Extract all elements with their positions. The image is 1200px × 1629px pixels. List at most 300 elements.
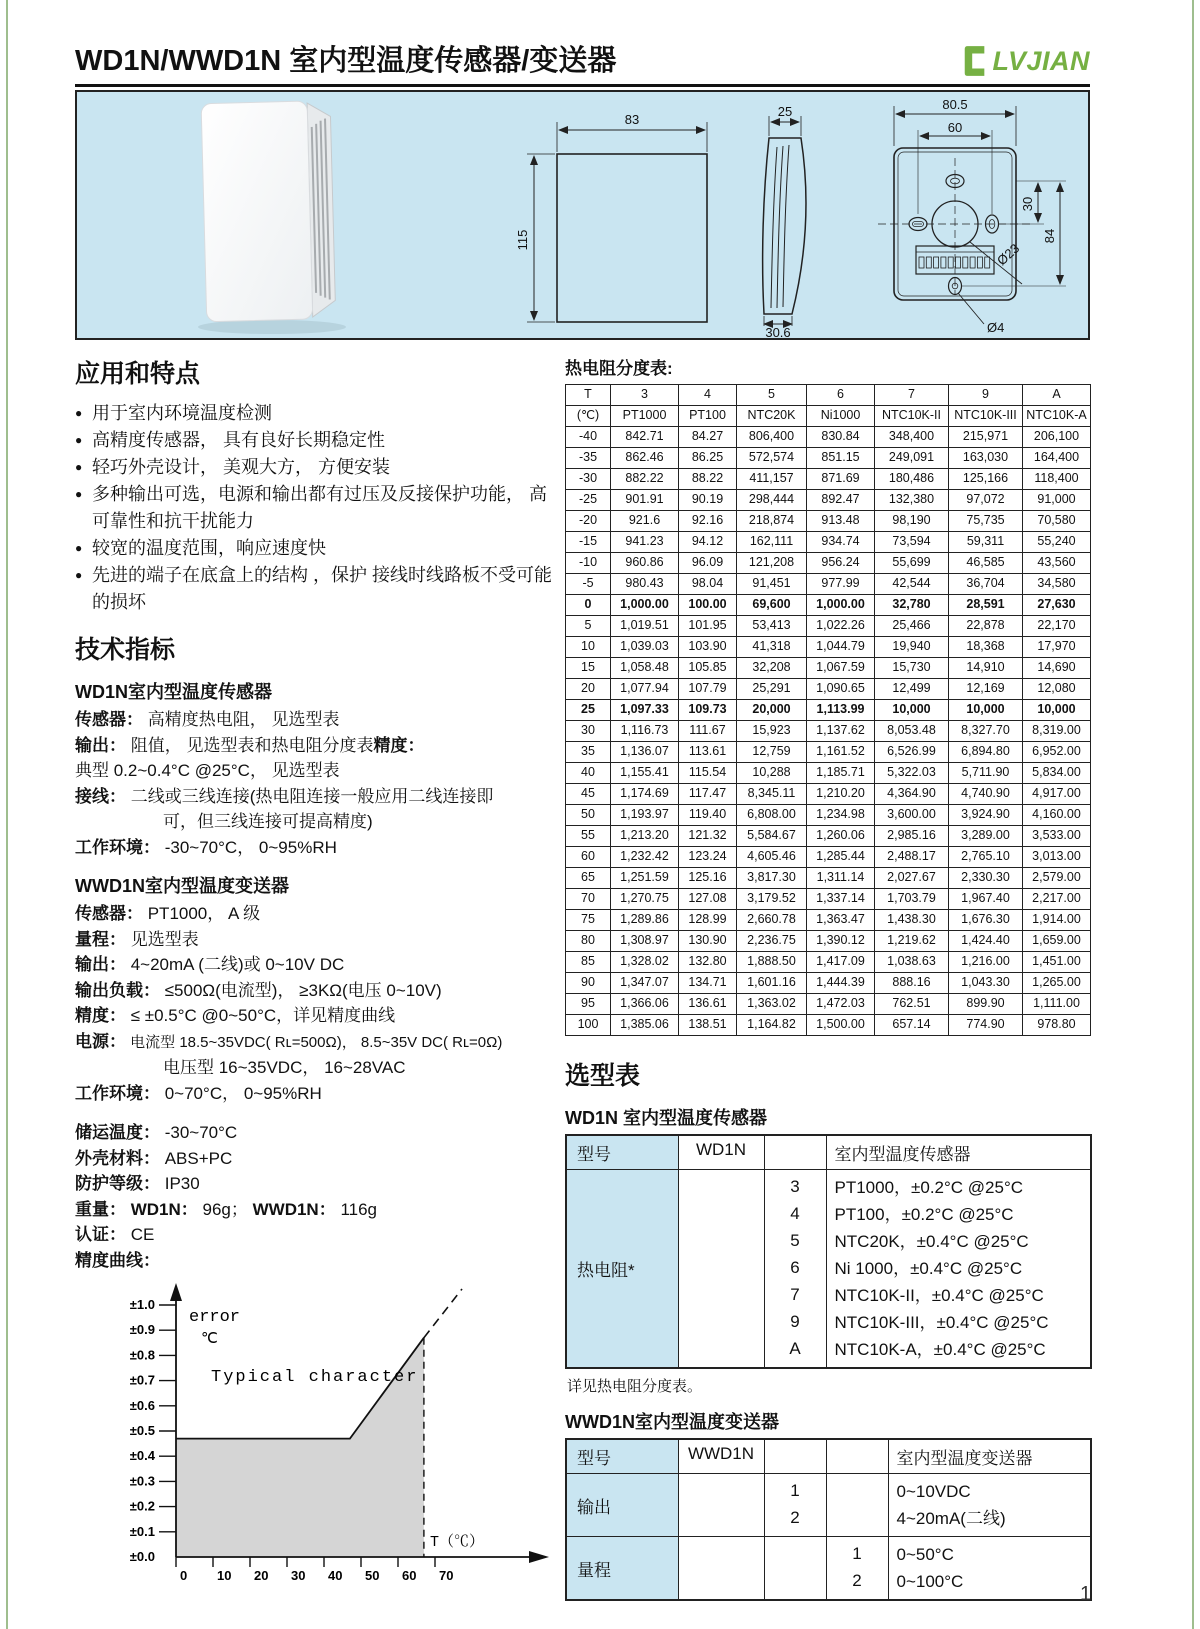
- cell: 921.6: [611, 511, 679, 532]
- cell: 1,385.06: [611, 1015, 679, 1036]
- cell: 1,161.52: [807, 742, 875, 763]
- cell: 762.51: [875, 994, 949, 1015]
- cell: 32,780: [875, 595, 949, 616]
- table-row: [566, 1537, 1091, 1601]
- cell: 892.47: [807, 490, 875, 511]
- cell: 6,952.00: [1023, 742, 1091, 763]
- cell: 1,914.00: [1023, 910, 1091, 931]
- feature-text: 先进的端子在底盒上的结构 ，保护 接线时线路板不受可能的损坏: [92, 565, 552, 612]
- range-code-column-header: [826, 1439, 888, 1474]
- empty-cell: [764, 1537, 826, 1601]
- range-descs: [888, 1537, 1091, 1601]
- selection-heading: 选型表: [565, 1062, 641, 1090]
- cell: 934.74: [807, 532, 875, 553]
- cell: 3,817.30: [737, 868, 807, 889]
- cell: 20: [566, 679, 611, 700]
- cell: 73,594: [875, 532, 949, 553]
- feature-item: [75, 562, 553, 616]
- empty-cell: [826, 1474, 888, 1537]
- feature-text: 用于室内环境温度检测: [92, 403, 272, 423]
- spec-text: ≤ ±0.5°C @0~50°C，详见精度曲线: [126, 1006, 396, 1025]
- y-tick-label: ±0.2: [129, 1498, 155, 1514]
- spec-text: 防护等级：: [75, 1174, 160, 1193]
- cell: 1,676.30: [949, 910, 1023, 931]
- table-row: [566, 847, 1091, 868]
- table-row: [566, 595, 1091, 616]
- general-spec-lines: [75, 1120, 553, 1273]
- cell: 1,137.62: [807, 721, 875, 742]
- table-row: [566, 427, 1091, 448]
- cell: 1,265.00: [1023, 973, 1091, 994]
- spec-text: ≤500Ω(电流型)， ≥3KΩ(电压 0~10V): [160, 980, 442, 1000]
- spec-text: PT1000， A 级: [143, 904, 261, 923]
- x-tick-label: 10: [217, 1568, 232, 1583]
- cell: 1,251.59: [611, 868, 679, 889]
- spec-text: 高精度热电阻， 见选型表: [143, 710, 340, 729]
- cell: 55: [566, 826, 611, 847]
- cell: 15,730: [875, 658, 949, 679]
- cell: 6,894.80: [949, 742, 1023, 763]
- cell: 1,000.00: [807, 595, 875, 616]
- cell: 25,466: [875, 616, 949, 637]
- range-row-label: 量程: [566, 1537, 678, 1601]
- cell: 60: [566, 847, 611, 868]
- spec-text: 可，但三线连接可提高精度): [163, 812, 373, 831]
- cell: 1,424.40: [949, 931, 1023, 952]
- column-header: (℃): [566, 406, 611, 427]
- cell: 3,924.90: [949, 805, 1023, 826]
- cell: 1,366.06: [611, 994, 679, 1015]
- range-codes: [826, 1537, 888, 1601]
- y-tick-label: ±0.9: [129, 1322, 155, 1338]
- table-row: [566, 994, 1091, 1015]
- cell: 215,971: [949, 427, 1023, 448]
- bullet-icon: ●: [75, 433, 83, 447]
- spec-text: 0~70°C， 0~95%RH: [160, 1083, 322, 1103]
- spec-text: 精度曲线：: [75, 1250, 160, 1270]
- spec-line: [75, 1171, 553, 1197]
- cell: 2,217.00: [1023, 889, 1091, 910]
- cell: 774.90: [949, 1015, 1023, 1036]
- table-row: [566, 742, 1091, 763]
- cell: -5: [566, 574, 611, 595]
- cell: 1,077.94: [611, 679, 679, 700]
- cell: 46,585: [949, 553, 1023, 574]
- cell: 163,030: [949, 448, 1023, 469]
- cell: 36,704: [949, 574, 1023, 595]
- table-row: [566, 805, 1091, 826]
- table-header-row: [566, 1439, 1091, 1474]
- cell: 1,363.47: [807, 910, 875, 931]
- cell: 1,174.69: [611, 784, 679, 805]
- cell: 899.90: [949, 994, 1023, 1015]
- wwd1n-selection-table: [565, 1438, 1092, 1601]
- wd1n-selection-table: [565, 1134, 1092, 1369]
- features-list: [75, 400, 553, 616]
- cell: 3,179.52: [737, 889, 807, 910]
- option-code: 1: [852, 1544, 862, 1563]
- cell: 97,072: [949, 490, 1023, 511]
- option-desc: NTC10K-III，±0.4°C @25°C: [834, 1313, 1049, 1332]
- cell: 40: [566, 763, 611, 784]
- option-code: 9: [790, 1312, 800, 1331]
- spec-text: 重量：: [75, 1199, 126, 1219]
- resistance-table-label: 热电阻分度表:: [565, 359, 673, 378]
- cell: 1,601.16: [737, 973, 807, 994]
- header: [75, 38, 1090, 87]
- cell: 2,027.67: [875, 868, 949, 889]
- spec-text: -30~70°C， 0~95%RH: [160, 837, 337, 857]
- chart-y-axis-unit: ℃: [201, 1331, 218, 1348]
- cell: 1,022.26: [807, 616, 875, 637]
- cell: 42,544: [875, 574, 949, 595]
- cell: 1,289.86: [611, 910, 679, 931]
- cell: 94.12: [679, 532, 737, 553]
- column-header: 7: [875, 385, 949, 406]
- cell: -35: [566, 448, 611, 469]
- empty-cell: [678, 1537, 764, 1601]
- spec-line: [75, 758, 553, 784]
- option-code: 4: [790, 1204, 800, 1223]
- cell: 75: [566, 910, 611, 931]
- cell: 41,318: [737, 637, 807, 658]
- chart-y-tick-labels: [130, 1297, 156, 1564]
- cell: 1,213.20: [611, 826, 679, 847]
- spec-line: [75, 1197, 553, 1223]
- bullet-icon: ●: [75, 406, 83, 420]
- cell: 92.16: [679, 511, 737, 532]
- cell: 25: [566, 700, 611, 721]
- description-column-header: 室内型温度传感器: [826, 1135, 1091, 1170]
- cell: 1,185.71: [807, 763, 875, 784]
- column-header: 5: [737, 385, 807, 406]
- feature-item: [75, 535, 553, 562]
- cell: 6,526.99: [875, 742, 949, 763]
- cell: 128.99: [679, 910, 737, 931]
- cell: 1,193.97: [611, 805, 679, 826]
- cell: 1,210.20: [807, 784, 875, 805]
- cell: 10,000: [1023, 700, 1091, 721]
- spec-line: [75, 1003, 553, 1029]
- cell: 80: [566, 931, 611, 952]
- option-code: 2: [790, 1508, 800, 1527]
- cell: 842.71: [611, 427, 679, 448]
- side-top-dim: 25: [777, 104, 793, 119]
- option-code: 5: [790, 1231, 800, 1250]
- cell: 3,289.00: [949, 826, 1023, 847]
- option-code: 1: [790, 1481, 800, 1500]
- cell: 136.61: [679, 994, 737, 1015]
- cell: 70: [566, 889, 611, 910]
- cell: 960.86: [611, 553, 679, 574]
- cell: 134.71: [679, 973, 737, 994]
- cell: 5,322.03: [875, 763, 949, 784]
- cell: 3,600.00: [875, 805, 949, 826]
- cell: 806,400: [737, 427, 807, 448]
- cell: 8,053.48: [875, 721, 949, 742]
- cell: 1,270.75: [611, 889, 679, 910]
- cell: 35: [566, 742, 611, 763]
- cell: 1,888.50: [737, 952, 807, 973]
- spec-text: 输出负载：: [75, 980, 160, 1000]
- x-tick-label: 30: [291, 1568, 306, 1583]
- y-tick-label: ±0.6: [129, 1397, 155, 1413]
- option-desc: 0~50°C: [896, 1545, 954, 1564]
- wd1n-specs-subheading: WD1N室内型温度传感器: [75, 682, 272, 702]
- column-header: PT1000: [611, 406, 679, 427]
- cell: 1,044.79: [807, 637, 875, 658]
- spec-line: [75, 1146, 553, 1172]
- table-row: [566, 1015, 1091, 1036]
- side-bottom-dim: 30.6: [765, 325, 791, 338]
- table-row: [566, 952, 1091, 973]
- option-code: 6: [790, 1258, 800, 1277]
- product-image-banner: [75, 90, 1090, 340]
- option-desc: NTC20K，±0.4°C @25°C: [834, 1232, 1029, 1251]
- cell: 22,878: [949, 616, 1023, 637]
- spec-text: 见选型表: [126, 929, 199, 949]
- cell: -20: [566, 511, 611, 532]
- cell: 70,580: [1023, 511, 1091, 532]
- table-row: [566, 910, 1091, 931]
- spec-line: [75, 952, 553, 978]
- column-header: 3: [611, 385, 679, 406]
- cell: 1,472.03: [807, 994, 875, 1015]
- feature-item: [75, 481, 553, 535]
- spec-text: 阻值， 见选型表和热电阻分度表: [126, 735, 374, 755]
- cell: 2,236.75: [737, 931, 807, 952]
- cell: 1,136.07: [611, 742, 679, 763]
- spec-text: 电源：: [75, 1031, 126, 1051]
- x-tick-label: 20: [254, 1568, 269, 1583]
- cell: 1,659.00: [1023, 931, 1091, 952]
- spec-line: [75, 1120, 553, 1146]
- chart-x-tick-labels: [180, 1568, 453, 1583]
- cell: 1,097.33: [611, 700, 679, 721]
- brand-logo-text: LVJIAN: [992, 45, 1090, 76]
- back-view-drawing: [852, 96, 1087, 338]
- cell: 1,311.14: [807, 868, 875, 889]
- option-desc: NTC10K-II，±0.4°C @25°C: [834, 1286, 1044, 1305]
- cell: 2,765.10: [949, 847, 1023, 868]
- column-header: NTC20K: [737, 406, 807, 427]
- y-tick-label: ±0.4: [129, 1448, 155, 1464]
- table-row: [566, 658, 1091, 679]
- back-offset-dim: 30: [1020, 196, 1035, 212]
- features-heading: 应用和特点: [75, 360, 201, 388]
- cell: 55,699: [875, 553, 949, 574]
- cell: 88.22: [679, 469, 737, 490]
- bullet-icon: ●: [75, 541, 83, 555]
- cell: 18,368: [949, 637, 1023, 658]
- cell: 249,091: [875, 448, 949, 469]
- cell: 125,166: [949, 469, 1023, 490]
- y-tick-label: ±0.0: [129, 1549, 155, 1564]
- cell: 298,444: [737, 490, 807, 511]
- page-number: 1: [1080, 1583, 1092, 1605]
- cell: 91,000: [1023, 490, 1091, 511]
- output-code-column-header: [764, 1439, 826, 1474]
- option-desc: 0~10VDC: [896, 1482, 971, 1501]
- cell: -40: [566, 427, 611, 448]
- cell: 19,940: [875, 637, 949, 658]
- front-height-dim: 115: [515, 229, 530, 251]
- spec-line: [75, 901, 553, 927]
- cell: 1,444.39: [807, 973, 875, 994]
- wd1n-codes: [764, 1170, 826, 1369]
- table-row: [566, 574, 1091, 595]
- spec-line: [75, 1055, 553, 1081]
- feature-item: [75, 427, 553, 454]
- spec-text: IP30: [160, 1174, 200, 1193]
- spec-text: 储运温度：: [75, 1123, 160, 1142]
- cell: 2,330.30: [949, 868, 1023, 889]
- cell: 4,160.00: [1023, 805, 1091, 826]
- cell: 30: [566, 721, 611, 742]
- cell: 5,584.67: [737, 826, 807, 847]
- back-center-hole-dim: Ø23: [993, 240, 1023, 269]
- option-code: 7: [790, 1285, 800, 1304]
- option-desc: PT100，±0.2°C @25°C: [834, 1205, 1014, 1224]
- cell: -30: [566, 469, 611, 490]
- page-edge-left: [6, 0, 8, 1629]
- spec-text: 电流型 18.5~35VDC( Rʟ=500Ω)， 8.5~35V DC( Rʟ=0Ω): [126, 1033, 503, 1051]
- cell: 1,308.97: [611, 931, 679, 952]
- cell: 913.48: [807, 511, 875, 532]
- spec-text: 116g: [335, 1199, 377, 1219]
- table-row: [566, 931, 1091, 952]
- cell: 1,058.48: [611, 658, 679, 679]
- cell: 22,170: [1023, 616, 1091, 637]
- cell: 2,579.00: [1023, 868, 1091, 889]
- y-tick-label: ±0.8: [129, 1347, 155, 1363]
- spec-text: -30~70°C: [160, 1123, 238, 1142]
- spec-line: [75, 927, 553, 953]
- table-row: [566, 826, 1091, 847]
- spec-text: 输出：: [75, 955, 126, 974]
- cell: 978.80: [1023, 1015, 1091, 1036]
- cell: 98,190: [875, 511, 949, 532]
- cell: 90: [566, 973, 611, 994]
- spec-text: 精度：: [373, 735, 425, 755]
- cell: 411,157: [737, 469, 807, 490]
- option-code: 3: [790, 1177, 800, 1196]
- cell: 55,240: [1023, 532, 1091, 553]
- column-header: NTC10K-A: [1023, 406, 1091, 427]
- cell: 1,155.41: [611, 763, 679, 784]
- cell: 1,164.82: [737, 1015, 807, 1036]
- cell: 12,169: [949, 679, 1023, 700]
- table-row: [566, 1170, 1091, 1369]
- cell: 1,328.02: [611, 952, 679, 973]
- right-column: [565, 350, 1090, 1601]
- table-row: [566, 700, 1091, 721]
- cell: 45: [566, 784, 611, 805]
- table-row: [566, 763, 1091, 784]
- back-screw-hole-dim: Ø4: [987, 320, 1005, 335]
- cell: 50: [566, 805, 611, 826]
- cell: 59,311: [949, 532, 1023, 553]
- cell: 1,216.00: [949, 952, 1023, 973]
- chart-curve-dashed-extension: [424, 1289, 462, 1338]
- cell: 109.73: [679, 700, 737, 721]
- product-photo: [172, 94, 377, 338]
- column-header: T: [566, 385, 611, 406]
- front-view-drawing: [507, 100, 722, 338]
- spec-text: WWD1N：: [252, 1199, 336, 1219]
- cell: 53,413: [737, 616, 807, 637]
- cell: 12,499: [875, 679, 949, 700]
- cell: 132,380: [875, 490, 949, 511]
- cell: -25: [566, 490, 611, 511]
- wd1n-empty-cell: [678, 1170, 764, 1369]
- cell: 14,690: [1023, 658, 1091, 679]
- wd1n-descs: [826, 1170, 1091, 1369]
- cell: 103.90: [679, 637, 737, 658]
- cell: 980.43: [611, 574, 679, 595]
- cell: 5,711.90: [949, 763, 1023, 784]
- cell: 138.51: [679, 1015, 737, 1036]
- x-tick-label: 70: [439, 1568, 454, 1583]
- model-column-header: 型号: [566, 1439, 678, 1474]
- cell: 15,923: [737, 721, 807, 742]
- cell: 85: [566, 952, 611, 973]
- cell: 84.27: [679, 427, 737, 448]
- chart-annotation: Typical character: [211, 1368, 419, 1387]
- table-row: [566, 616, 1091, 637]
- cell: 1,019.51: [611, 616, 679, 637]
- cell: 121.32: [679, 826, 737, 847]
- cell: 69,600: [737, 595, 807, 616]
- cell: 4,740.90: [949, 784, 1023, 805]
- cell: 1,337.14: [807, 889, 875, 910]
- table-row: [566, 784, 1091, 805]
- brand-logo-icon: [961, 43, 989, 79]
- cell: 8,327.70: [949, 721, 1023, 742]
- cell: 2,985.16: [875, 826, 949, 847]
- cell: 830.84: [807, 427, 875, 448]
- column-header: 6: [807, 385, 875, 406]
- cell: 4,605.46: [737, 847, 807, 868]
- cell: 14,910: [949, 658, 1023, 679]
- cell: 98.04: [679, 574, 737, 595]
- table-row: [566, 637, 1091, 658]
- series-column-header: WD1N: [678, 1135, 764, 1170]
- back-hole-spacing-dim: 60: [947, 120, 963, 135]
- column-header: NTC10K-II: [875, 406, 949, 427]
- side-view-drawing: [737, 92, 842, 338]
- cell: 65: [566, 868, 611, 889]
- option-desc: 0~100°C: [896, 1572, 964, 1591]
- cell: 0: [566, 595, 611, 616]
- spec-line: [75, 1222, 553, 1248]
- spec-text: 精度：: [75, 1006, 126, 1025]
- accuracy-chart-wrap: [81, 1279, 553, 1596]
- cell: -15: [566, 532, 611, 553]
- feature-text: 轻巧外壳设计， 美观大方， 方便安装: [92, 457, 391, 477]
- page-title: WD1N/WWD1N 室内型温度传感器/变送器: [75, 45, 617, 77]
- table-row: [566, 721, 1091, 742]
- cell: 90.19: [679, 490, 737, 511]
- cell: 1,347.07: [611, 973, 679, 994]
- cell: 3,013.00: [1023, 847, 1091, 868]
- feature-text: 多种输出可选，电源和输出都有过压及反接保护功能， 高可靠性和抗干扰能力: [92, 484, 547, 531]
- spec-text: CE: [126, 1225, 155, 1244]
- spec-text: 96g；: [197, 1199, 253, 1219]
- spec-line: [75, 707, 553, 733]
- cell: 162,111: [737, 532, 807, 553]
- y-tick-label: ±0.7: [129, 1372, 155, 1388]
